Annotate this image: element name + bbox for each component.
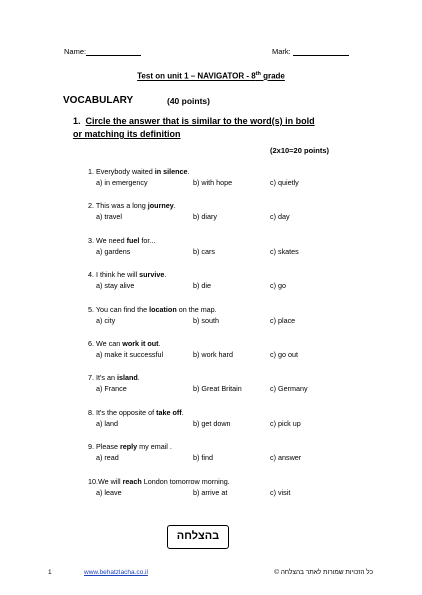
question-1 [88,167,190,176]
question-text-end: London tomorrow morning. [141,476,230,486]
question-bold-word: journey [147,201,174,211]
answer-option-b[interactable]: b) diary [193,212,217,222]
question-text: 3. We need [88,235,127,245]
question-text-end: . [158,339,161,348]
behatzlacha-logo [167,525,229,549]
answer-option-a[interactable]: a) France [96,384,127,394]
answer-option-c[interactable]: c) Germany [270,384,308,394]
answer-option-b[interactable]: b) find [193,453,213,463]
question-bold-word: in silence [154,167,188,176]
answer-option-b[interactable]: b) work hard [193,350,233,359]
test-title-tail: grade [260,71,285,81]
answer-option-c[interactable]: c) skates [270,246,299,256]
section-heading: VOCABULARY [63,95,134,106]
question-9 [88,442,172,451]
question-bold-word: take off [156,407,182,417]
name-label: Name: [64,47,87,56]
answer-option-b[interactable]: b) Great Britain [193,384,242,394]
answer-option-a[interactable]: a) gardens [96,246,131,256]
question-text: 1. Everybody waited [88,167,155,176]
question-text: 9. Please [88,442,120,452]
question-bold-word: reply [119,442,138,452]
question-6 [88,339,161,348]
question-10 [88,477,230,486]
answer-option-a[interactable]: a) in emergency [96,178,148,187]
answer-option-c[interactable]: c) visit [270,487,291,497]
instruction-score: (2x10=20 points) [270,146,329,155]
instruction-text-1: Circle the answer that is similar to the word(s) in bold [85,116,315,126]
question-text-end: . [187,167,190,176]
question-3 [88,236,155,245]
question-4 [88,270,166,279]
answer-option-a[interactable]: a) travel [96,212,122,222]
question-bold-word: reach [122,476,142,486]
question-text-end: . [173,201,176,211]
question-2 [88,201,176,210]
question-text-end: my email . [137,442,172,452]
question-text: 7. It's an [88,373,117,383]
answer-option-c[interactable]: c) day [270,212,290,222]
mark-label: Mark: [272,47,291,56]
instruction-number: 1. [73,116,81,126]
answer-option-a[interactable]: a) leave [96,487,122,497]
answer-option-c[interactable]: c) pick up [270,418,301,428]
page-number: 1 [48,569,52,576]
answer-option-c[interactable]: c) go [270,281,286,291]
logo-text: בהצלחה [176,530,220,542]
answer-option-b[interactable]: b) south [193,315,219,325]
question-text-end: . [181,407,184,417]
answer-option-c[interactable]: c) quietly [270,178,299,187]
answer-option-b[interactable]: b) cars [193,246,215,256]
instruction-line1 [73,116,315,126]
question-8 [88,408,184,417]
answer-option-b[interactable]: b) die [193,281,211,291]
test-title-sup: th [255,71,261,77]
question-text: 8. It's the opposite of [88,407,157,417]
test-title-main: Test on unit 1 – NAVIGATOR - 8 [137,71,256,81]
mark-blank[interactable] [293,55,349,56]
answer-option-c[interactable]: c) place [270,315,296,325]
question-text: 5. You can find the [88,304,150,314]
question-bold-word: survive [139,270,165,280]
instruction-text-2: or matching its definition [73,129,181,139]
question-bold-word: island [116,373,138,383]
instruction-line2 [73,129,181,139]
question-bold-word: fuel [126,235,140,245]
name-field [64,47,141,56]
question-text: 6. We can [88,339,123,348]
answer-option-b[interactable]: b) arrive at [193,487,228,497]
question-text: 4. I think he will [88,270,140,280]
question-text-end: on the map. [176,304,217,314]
answer-option-a[interactable]: a) land [96,418,118,428]
test-title [0,71,422,81]
answer-option-a[interactable]: a) stay alive [96,281,135,291]
copyright-text: כל הזכויות שמורות לאתר בהצלחה © [274,569,373,576]
question-text-end: . [164,270,167,280]
mark-field [272,47,349,56]
answer-option-a[interactable]: a) city [96,315,116,325]
question-text-end: for... [139,235,156,245]
answer-option-b[interactable]: b) with hope [193,178,233,187]
question-5 [88,305,217,314]
name-blank[interactable] [86,55,141,56]
answer-option-a[interactable]: a) read [96,453,119,463]
question-text: 2. This was a long [88,201,148,211]
question-text: 10.We will [88,476,123,486]
answer-option-b[interactable]: b) get down [193,418,231,428]
answer-option-a[interactable]: a) make it successful [96,350,164,359]
question-bold-word: work it out [122,339,159,348]
question-text-end: . [137,373,140,383]
answer-option-c[interactable]: c) answer [270,453,302,463]
section-points: (40 points) [167,96,210,106]
site-link[interactable]: www.behatzlacha.co.il [84,569,148,576]
answer-option-c[interactable]: c) go out [270,350,298,359]
question-7 [88,373,140,382]
question-bold-word: location [149,304,177,314]
